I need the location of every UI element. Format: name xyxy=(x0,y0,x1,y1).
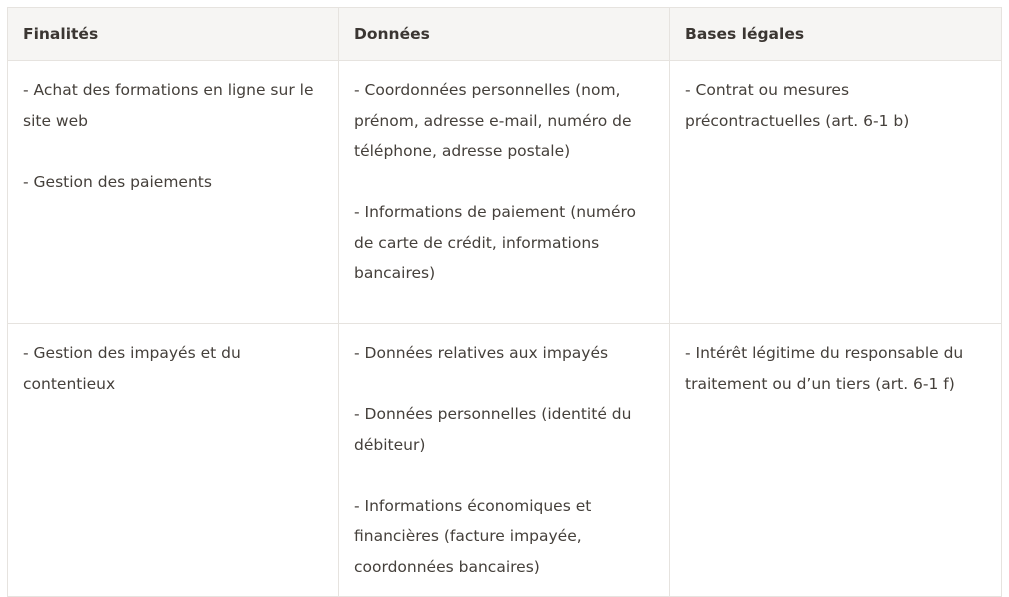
donnee-item: - Données relatives aux impayés xyxy=(354,344,609,362)
donnee-item: - Informations de paiement (numéro de carte de crédit, informations bancaires) xyxy=(354,203,637,282)
data-processing-table xyxy=(7,7,1002,597)
finalite-item: - Achat des formations en ligne sur le site web xyxy=(23,81,314,130)
donnee-item: - Coordonnées personnelles (nom, prénom, adresse e-mail, numéro de téléphone, adresse postale) xyxy=(354,81,632,160)
cell-finalites xyxy=(8,61,339,324)
donnee-item: - Informations économiques et financières (facture impayée, coordonnées bancaires) xyxy=(354,496,592,576)
cell-donnees xyxy=(339,61,670,324)
header-bases-legales: Bases légales xyxy=(670,8,1002,61)
header-row xyxy=(8,8,1002,61)
data-processing-table-container xyxy=(7,7,1001,597)
base-legale-item: - Contrat ou mesures précontractuelles (art. 6-1 b) xyxy=(685,81,910,130)
table-row xyxy=(8,61,1002,324)
table-header xyxy=(8,8,1002,61)
donnee-item: - Données personnelles (identité du débiteur) xyxy=(354,405,632,454)
cell-finalites xyxy=(8,324,339,597)
header-finalites: Finalités xyxy=(8,8,339,61)
cell-bases-legales xyxy=(670,324,1002,597)
header-donnees: Données xyxy=(339,8,670,61)
finalite-item: - Gestion des impayés et du contentieux xyxy=(23,344,241,393)
cell-donnees xyxy=(339,324,670,597)
base-legale-item: - Intérêt légitime du responsable du traitement ou d’un tiers (art. 6-1 f) xyxy=(685,344,964,393)
finalite-item: - Gestion des paiements xyxy=(23,172,212,191)
cell-bases-legales xyxy=(670,61,1002,324)
table-body xyxy=(8,61,1002,597)
table-row xyxy=(8,324,1002,597)
